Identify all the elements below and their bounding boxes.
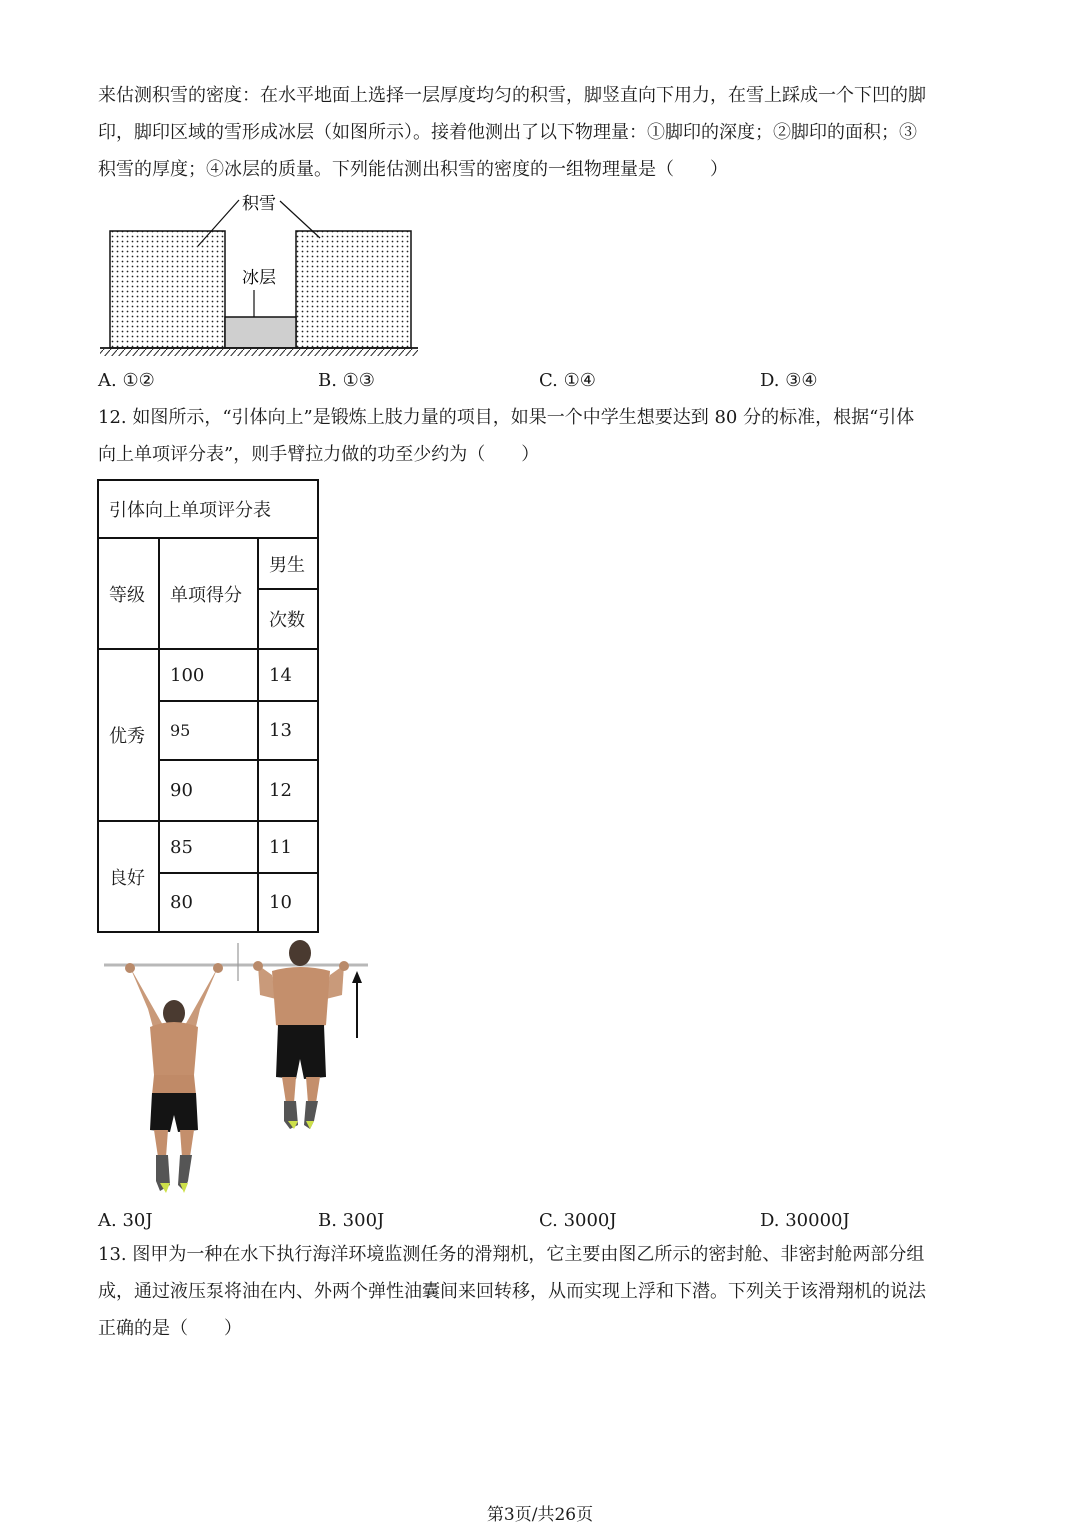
q13-text xyxy=(98,1236,978,1347)
q11-line: 印，脚印区域的雪形成冰层（如图所示）。接着他测出了以下物理量：①脚印的深度；②脚印的面积；③ xyxy=(98,122,917,143)
q13-line: 正确的是（ ） xyxy=(98,1318,242,1339)
score-cell: 80 xyxy=(159,873,258,932)
count-cell: 12 xyxy=(258,760,318,821)
label-ice: 冰层 xyxy=(242,268,276,288)
score-cell: 85 xyxy=(159,821,258,873)
grade-excellent: 优秀 xyxy=(98,649,159,821)
header-grade: 等级 xyxy=(98,538,159,649)
option-a[interactable]: A. 30J xyxy=(98,1210,153,1231)
q12-options xyxy=(98,1209,978,1233)
label-snow: 积雪 xyxy=(242,194,276,214)
option-b[interactable]: B. 300J xyxy=(318,1210,385,1231)
header-gender: 男生 xyxy=(258,538,318,589)
pullup-figure-hanging xyxy=(125,963,223,1193)
q11-text xyxy=(98,77,978,188)
score-cell: 100 xyxy=(159,649,258,701)
q12-text xyxy=(98,399,978,473)
q11-options xyxy=(98,369,978,393)
q12-line: 向上单项评分表”，则手臂拉力做的功至少约为（ ） xyxy=(98,444,540,465)
q11-line: 积雪的厚度；④冰层的质量。下列能估测出积雪的密度的一组物理量是（ ） xyxy=(98,159,728,180)
page-number: 第3页/共26页 xyxy=(486,1505,594,1525)
option-c[interactable]: C. 3000J xyxy=(539,1210,617,1231)
option-d[interactable]: D. 30000J xyxy=(760,1210,850,1231)
option-a[interactable]: A. ①② xyxy=(98,370,155,391)
grade-good: 良好 xyxy=(98,821,159,932)
count-cell: 11 xyxy=(258,821,318,873)
q13-line: 13. 图甲为一种在水下执行海洋环境监测任务的滑翔机，它主要由图乙所示的密封舱、非密封舱两部分组 xyxy=(98,1244,925,1265)
ice-layer xyxy=(225,317,296,348)
pullup-illustration xyxy=(100,935,375,1197)
snow-footprint-figure xyxy=(96,190,426,360)
q12-line: 12. 如图所示，“引体向上”是锻炼上肢力量的项目，如果一个中学生想要达到 80 分的标准，根据“引体 xyxy=(98,407,915,428)
pullup-score-table xyxy=(97,479,319,933)
pullup-figure-raised xyxy=(253,940,349,1129)
score-cell: 90 xyxy=(159,760,258,821)
option-d[interactable]: D. ③④ xyxy=(760,370,818,391)
score-cell: 95 xyxy=(159,701,258,760)
ground-hatch xyxy=(100,349,418,356)
q11-line: 来估测积雪的密度：在水平地面上选择一层厚度均匀的积雪，脚竖直向下用力，在雪上踩成一个下凹的脚 xyxy=(98,85,926,106)
header-count: 次数 xyxy=(258,589,318,649)
header-score: 单项得分 xyxy=(159,538,258,649)
count-cell: 13 xyxy=(258,701,318,760)
q13-line: 成，通过液压泵将油在内、外两个弹性油囊间来回转移，从而实现上浮和下潜。下列关于该滑翔机的说法 xyxy=(98,1281,926,1302)
option-c[interactable]: C. ①④ xyxy=(539,370,596,391)
snow-block-left xyxy=(110,231,225,348)
count-cell: 14 xyxy=(258,649,318,701)
count-cell: 10 xyxy=(258,873,318,932)
option-b[interactable]: B. ①③ xyxy=(318,370,375,391)
table-title: 引体向上单项评分表 xyxy=(98,480,318,538)
snow-block-right xyxy=(296,231,411,348)
